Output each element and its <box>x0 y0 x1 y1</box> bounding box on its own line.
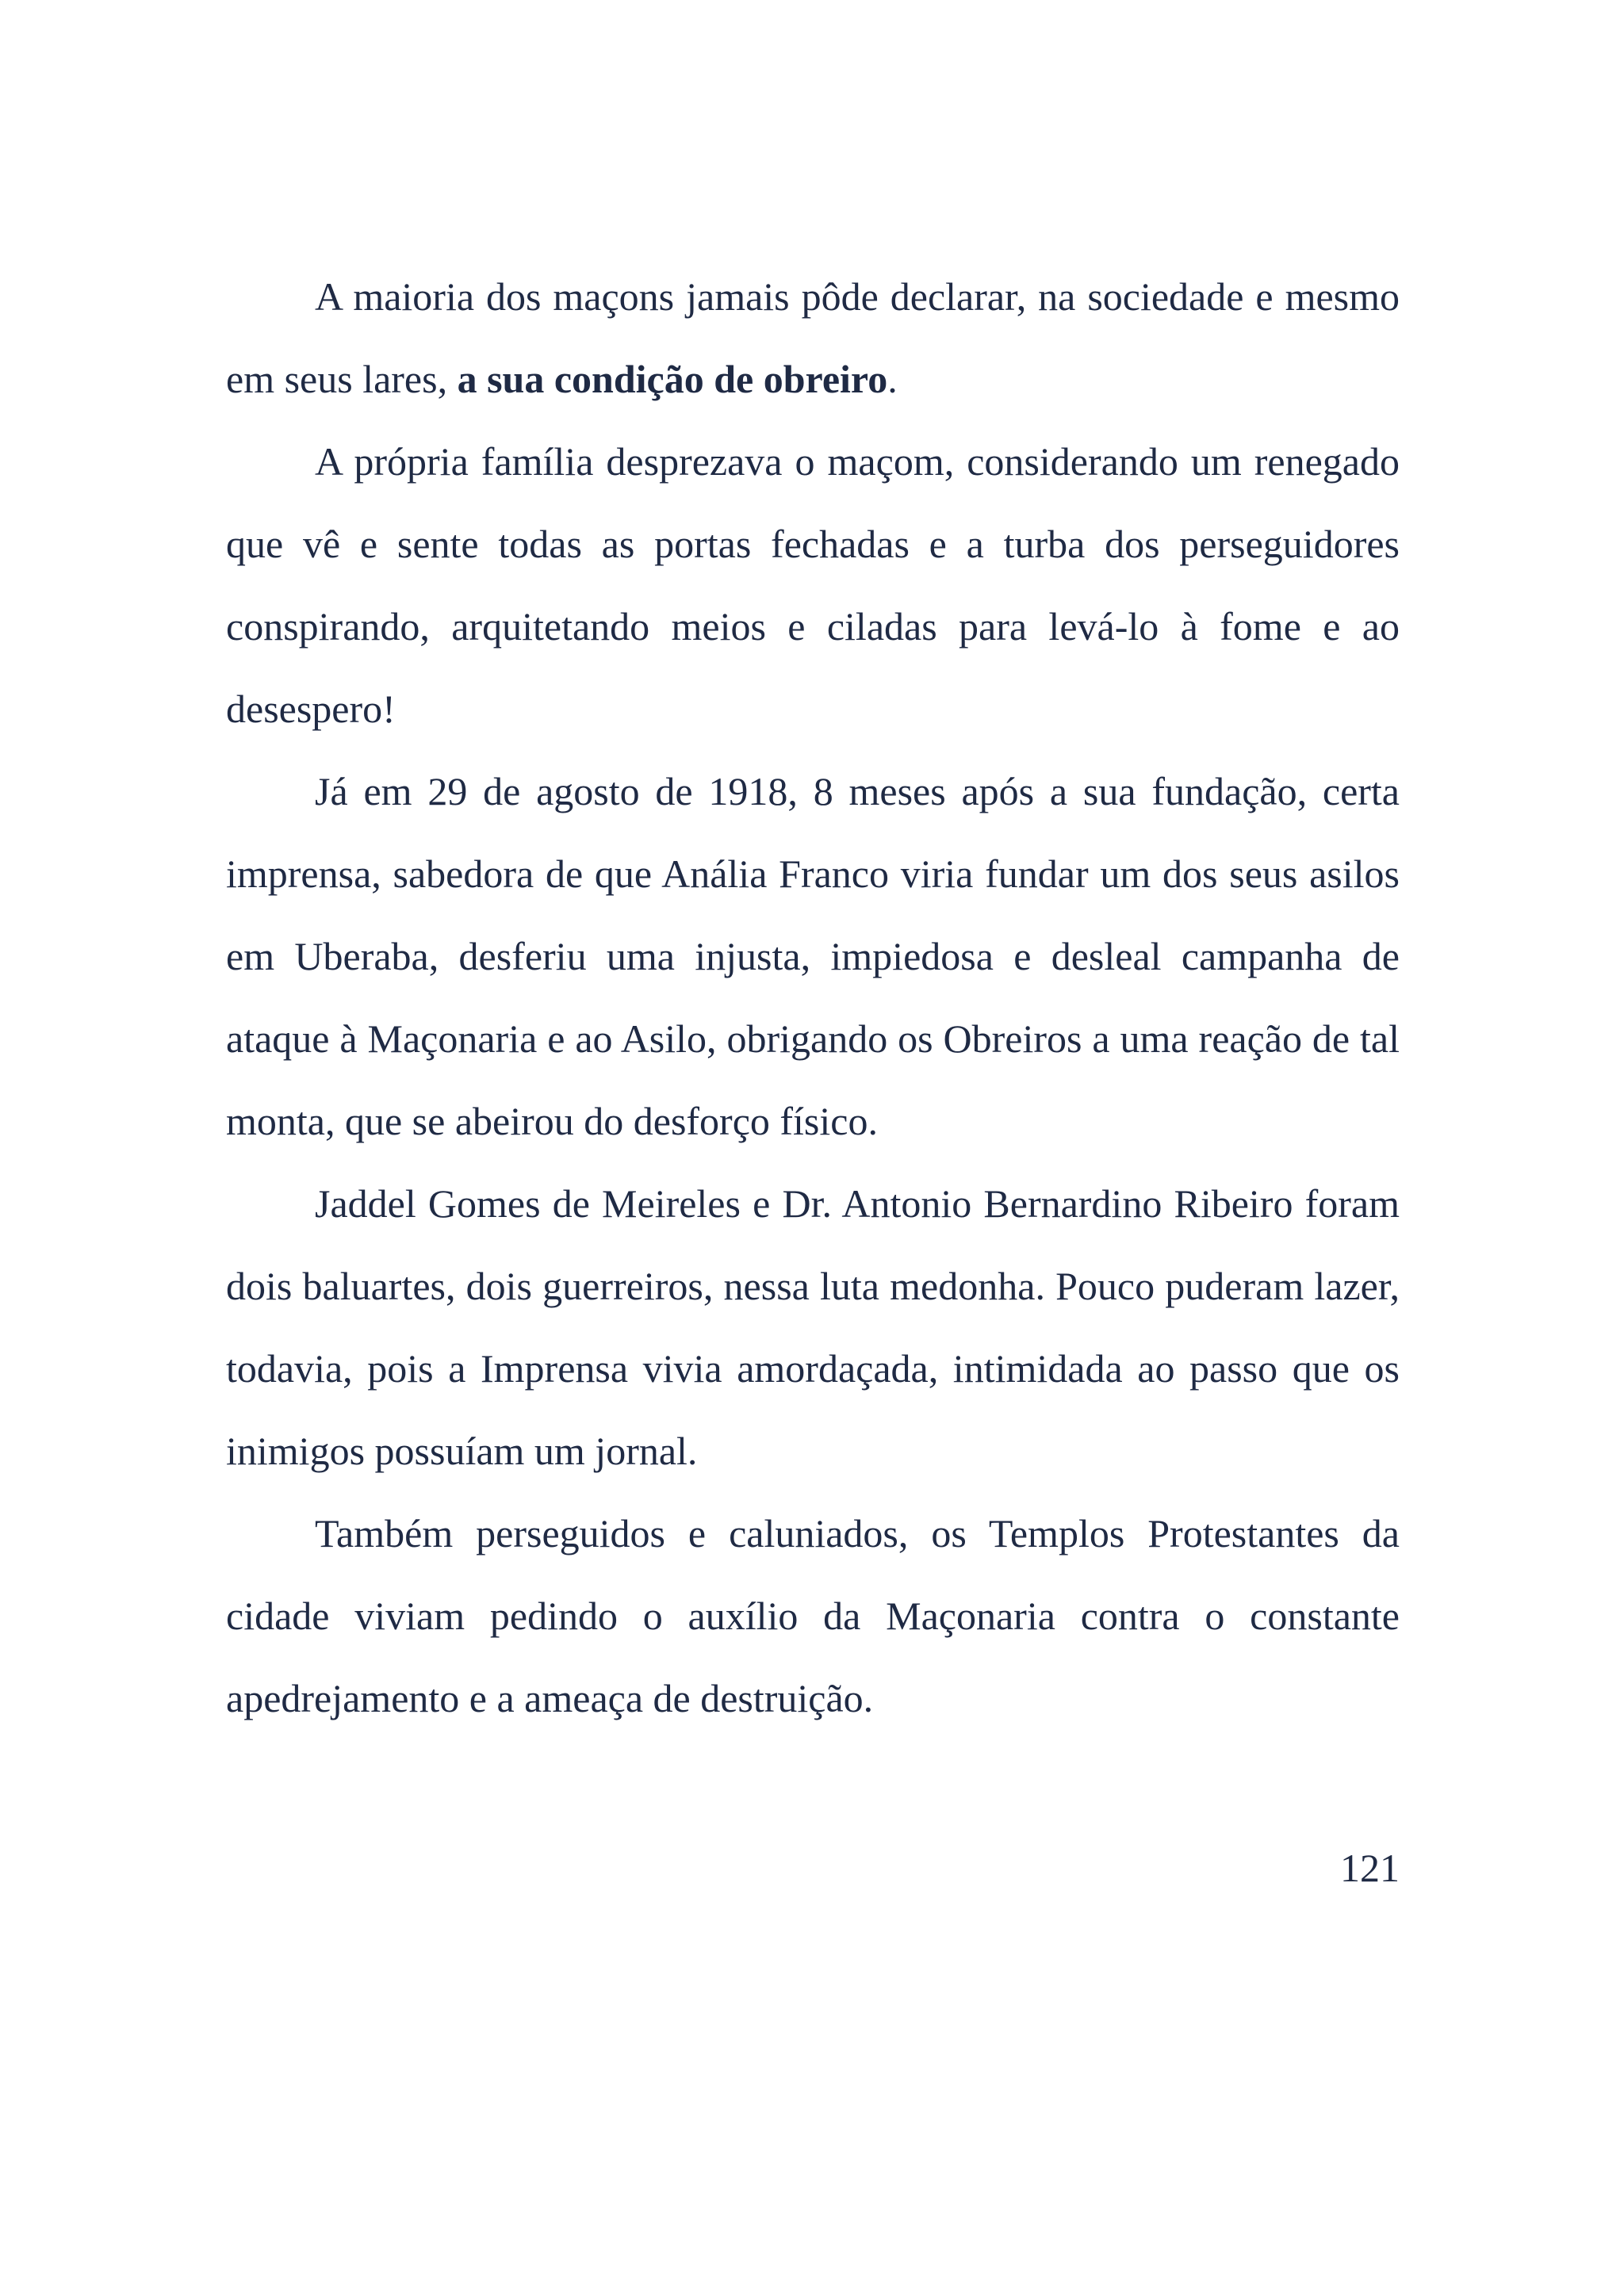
paragraph-1 <box>226 255 1400 420</box>
body-text <box>226 255 1400 1739</box>
paragraph-1-intro: A maioria dos maçons jamais pôde declarar, na sociedade e mesmo em seus lares, <box>226 274 1400 401</box>
paragraph-5: Também perseguidos e caluniados, os Templos Protestantes da cidade viviam pedindo o auxílio da Maçonaria contra o constante apedrejamento e a ameaça de destruição. <box>226 1511 1400 1720</box>
paragraph-1-end: . <box>887 357 898 401</box>
paragraph-2: A própria família desprezava o maçom, considerando um renegado que vê e sente todas as portas fechadas e a turba dos perseguidores conspirando, arquitetando meios e ciladas para levá-lo à fome e ao desespero! <box>226 439 1400 731</box>
paragraph-1-emphasis: a sua condição de obreiro <box>457 357 888 401</box>
page-number: 121 <box>1340 1846 1400 1890</box>
paragraph-4: Jaddel Gomes de Meireles e Dr. Antonio Bernardino Ribeiro foram dois baluartes, dois guerreiros, nessa luta medonha. Pouco puderam lazer, todavia, pois a Imprensa vivia amordaçada, intimidada ao passo que os inimigos possuíam um jornal. <box>226 1181 1400 1473</box>
paragraph-3: Já em 29 de agosto de 1918, 8 meses após a sua fundação, certa imprensa, sabedora de que Anália Franco viria fundar um dos seus asilos em Uberaba, desferiu uma injusta, impiedosa e desleal campanha de ataque à Maçonaria e ao Asilo, obrigando os Obreiros a uma reação de tal monta, que se abeirou do desforço físico. <box>226 769 1400 1143</box>
